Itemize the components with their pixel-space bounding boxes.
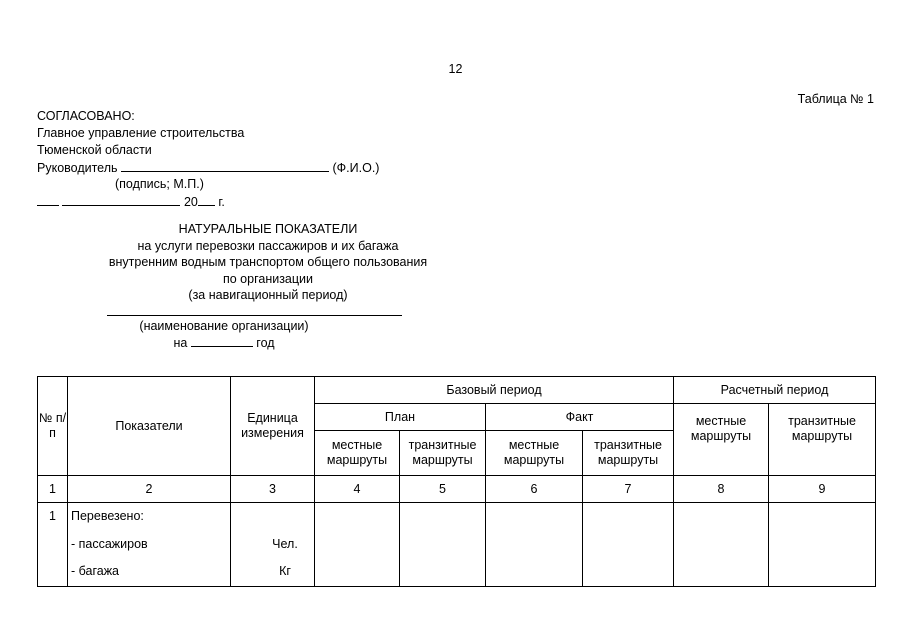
title-line3: внутренним водным транспортом общего пользования <box>108 255 428 269</box>
year-prefix: 20 <box>183 195 198 209</box>
approval-org-line1: Главное управление строительства <box>37 126 245 140</box>
document-title <box>80 221 456 304</box>
column-number: 5 <box>400 476 486 503</box>
report-year-line <box>80 334 368 351</box>
header-fact: Факт <box>486 404 674 431</box>
fio-label: (Ф.И.О.) <box>332 161 380 175</box>
column-number: 8 <box>674 476 769 503</box>
unit-empty <box>256 503 314 531</box>
day-blank <box>37 193 59 206</box>
header-num: № п/п <box>38 377 68 476</box>
month-blank <box>62 193 180 206</box>
report-year-blank <box>191 334 253 347</box>
unit-passengers: Чел. <box>272 536 298 551</box>
title-line1: НАТУРАЛЬНЫЕ ПОКАЗАТЕЛИ <box>178 222 358 236</box>
row-indicators-cell <box>68 503 231 587</box>
year-suffix: г. <box>218 195 225 209</box>
header-calc-transit: транзитные маршруты <box>769 404 876 476</box>
value-cell[interactable] <box>315 503 400 587</box>
row-units-cell <box>231 503 315 587</box>
header-plan-transit: транзитные маршруты <box>400 431 486 476</box>
indicators-table <box>37 376 876 587</box>
approval-org-line2: Тюменской области <box>37 143 152 157</box>
value-cell[interactable] <box>769 503 876 587</box>
approval-head-line <box>37 159 379 176</box>
column-number: 7 <box>583 476 674 503</box>
value-cell[interactable] <box>400 503 486 587</box>
column-number: 3 <box>231 476 315 503</box>
column-number: 6 <box>486 476 583 503</box>
header-calc-period: Расчетный период <box>674 377 876 404</box>
indicator-passengers: - пассажиров <box>71 536 148 551</box>
signature-caption: (подпись; М.П.) <box>115 177 204 191</box>
page-number: 12 <box>448 62 463 76</box>
row-number-cell <box>38 503 68 587</box>
header-plan: План <box>315 404 486 431</box>
approval-heading: СОГЛАСОВАНО: <box>37 109 135 123</box>
unit-baggage: Кг <box>279 564 291 578</box>
table-row <box>38 503 876 587</box>
header-plan-local: местные маршруты <box>315 431 400 476</box>
header-indicators: Показатели <box>68 377 231 476</box>
title-line2: на услуги перевозки пассажиров и их багажа <box>137 238 399 253</box>
indicator-transported: Перевезено: <box>71 509 144 523</box>
header-base-period: Базовый период <box>315 377 674 404</box>
head-label: Руководитель <box>37 161 118 175</box>
value-cell[interactable] <box>583 503 674 587</box>
table-label: Таблица № 1 <box>797 92 874 106</box>
value-cell[interactable] <box>674 503 769 587</box>
header-fact-transit: транзитные маршруты <box>583 431 674 476</box>
column-number: 1 <box>38 476 68 503</box>
report-year-prefix: на <box>173 336 188 350</box>
column-number: 9 <box>769 476 876 503</box>
header-fact-local: местные маршруты <box>486 431 583 476</box>
signature-blank <box>121 159 329 172</box>
indicator-baggage: - багажа <box>71 564 120 578</box>
title-line5: (за навигационный период) <box>188 288 348 302</box>
column-number: 4 <box>315 476 400 503</box>
header-unit: Единица измерения <box>231 377 315 476</box>
column-number: 2 <box>68 476 231 503</box>
approval-block <box>37 108 379 210</box>
year-blank <box>198 193 215 206</box>
value-cell[interactable] <box>486 503 583 587</box>
header-calc-local: местные маршруты <box>674 404 769 476</box>
report-year-suffix: год <box>256 336 275 350</box>
approval-date-line <box>37 193 379 210</box>
row-number: 1 <box>49 509 56 523</box>
organization-caption: (наименование организации) <box>139 319 309 333</box>
title-line4: по организации <box>222 271 314 286</box>
organization-blank <box>107 315 402 316</box>
